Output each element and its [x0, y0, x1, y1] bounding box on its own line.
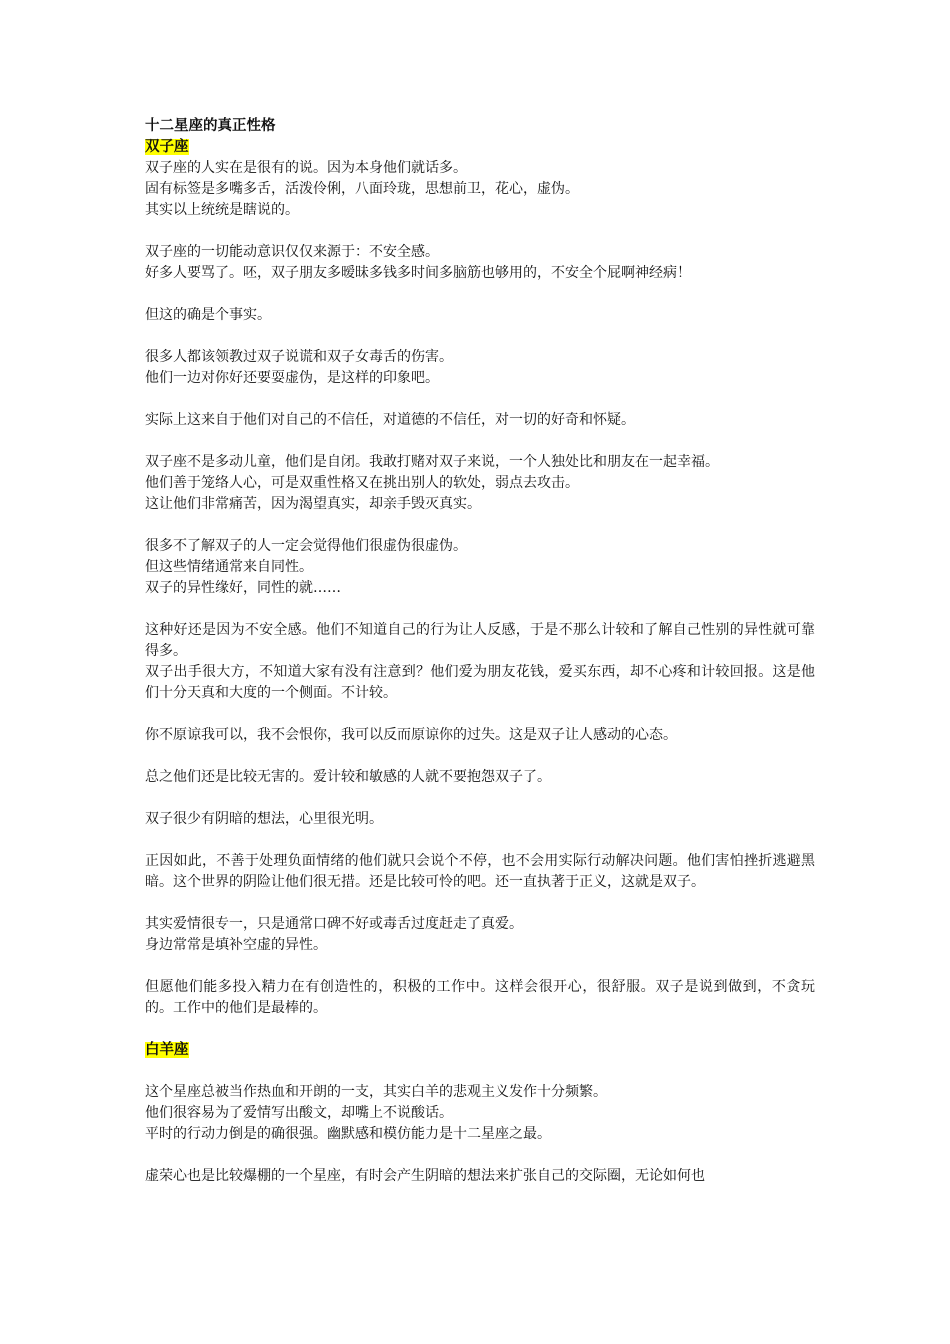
- text-line: 固有标签是多嘴多舌，活泼伶俐，八面玲珑，思想前卫，花心，虚伪。: [145, 181, 579, 197]
- heading-highlight: 白羊座: [145, 1042, 189, 1058]
- text-line: 实际上这来自于他们对自己的不信任，对道德的不信任，对一切的好奇和怀疑。: [145, 412, 635, 428]
- text-line: 双子座的人实在是很有的说。因为本身他们就话多。: [145, 160, 467, 176]
- text-line: 很多人都该领教过双子说谎和双子女毒舌的伤害。: [145, 349, 453, 365]
- text-line: 这让他们非常痛苦，因为渴望真实，却亲手毁灭真实。: [145, 496, 481, 512]
- paragraph: [145, 536, 815, 599]
- text-line: 他们善于笼络人心，可是双重性格又在挑出别人的软处，弱点去攻击。: [145, 475, 579, 491]
- paragraph: [145, 347, 815, 389]
- text-line: 双子座的一切能动意识仅仅来源于：不安全感。: [145, 244, 439, 260]
- paragraph: [145, 1082, 815, 1145]
- text-line: 其实爱情很专一，只是通常口碑不好或毒舌过度赶走了真爱。: [145, 916, 523, 932]
- text-line: 双子的异性缘好，同性的就……: [145, 580, 341, 596]
- paragraph: [145, 158, 815, 221]
- text-line: 这个星座总被当作热血和开朗的一支，其实白羊的悲观主义发作十分频繁。: [145, 1084, 607, 1100]
- document-page: [145, 116, 815, 1187]
- paragraph: [145, 809, 815, 830]
- text-line: 这种好还是因为不安全感。他们不知道自己的行为让人反感，于是不那么计较和了解自己性别的异性就可靠得多。: [145, 622, 815, 659]
- paragraph: [145, 767, 815, 788]
- text-line: 但这的确是个事实。: [145, 307, 271, 323]
- paragraph: [145, 851, 815, 893]
- section-gemini: [145, 137, 815, 1019]
- text-line: 他们很容易为了爱情写出酸文，却嘴上不说酸话。: [145, 1105, 453, 1121]
- text-line: 很多不了解双子的人一定会觉得他们很虚伪很虚伪。: [145, 538, 467, 554]
- text-line: 其实以上统统是瞎说的。: [145, 202, 299, 218]
- paragraph: [145, 620, 815, 704]
- paragraph: [145, 305, 815, 326]
- text-line: 他们一边对你好还要耍虚伪，是这样的印象吧。: [145, 370, 439, 386]
- heading-highlight: 双子座: [145, 139, 189, 155]
- paragraph: [145, 914, 815, 956]
- section-heading-gemini: [145, 137, 815, 158]
- paragraph: [145, 1166, 815, 1187]
- paragraph: [145, 452, 815, 515]
- text-line: 但愿他们能多投入精力在有创造性的，积极的工作中。这样会很开心，很舒服。双子是说到做到，不贪玩的。工作中的他们是最棒的。: [145, 979, 815, 1016]
- text-line: 双子很少有阴暗的想法，心里很光明。: [145, 811, 383, 827]
- paragraph: [145, 725, 815, 746]
- section-aries: [145, 1040, 815, 1187]
- text-line: 双子出手很大方，不知道大家有没有注意到？他们爱为朋友花钱，爱买东西，却不心疼和计较回报。这是他们十分天真和大度的一个侧面。不计较。: [145, 664, 815, 701]
- paragraph: [145, 410, 815, 431]
- section-heading-aries: [145, 1040, 815, 1061]
- text-line: 你不原谅我可以，我不会恨你，我可以反而原谅你的过失。这是双子让人感动的心态。: [145, 727, 677, 743]
- paragraph: [145, 977, 815, 1019]
- text-line: 但这些情绪通常来自同性。: [145, 559, 313, 575]
- document-title: 十二星座的真正性格: [145, 118, 276, 134]
- section-spacer: [145, 1019, 815, 1040]
- text-line: 正因如此，不善于处理负面情绪的他们就只会说个不停，也不会用实际行动解决问题。他们害怕挫折逃避黑暗。这个世界的阴险让他们很无措。还是比较可怜的吧。还一直执著于正义，这就是双子。: [145, 853, 815, 890]
- text-line: 好多人要骂了。呸，双子朋友多暧昧多钱多时间多脑筋也够用的，不安全个屁啊神经病！: [145, 265, 691, 281]
- text-line: 虚荣心也是比较爆棚的一个星座，有时会产生阴暗的想法来扩张自己的交际圈，无论如何也: [145, 1168, 705, 1184]
- text-line: 身边常常是填补空虚的异性。: [145, 937, 327, 953]
- paragraph: [145, 242, 815, 284]
- text-line: 平时的行动力倒是的确很强。幽默感和模仿能力是十二星座之最。: [145, 1126, 551, 1142]
- text-line: 总之他们还是比较无害的。爱计较和敏感的人就不要抱怨双子了。: [145, 769, 551, 785]
- text-line: 双子座不是多动儿童，他们是自闭。我敢打赌对双子来说，一个人独处比和朋友在一起幸福。: [145, 454, 719, 470]
